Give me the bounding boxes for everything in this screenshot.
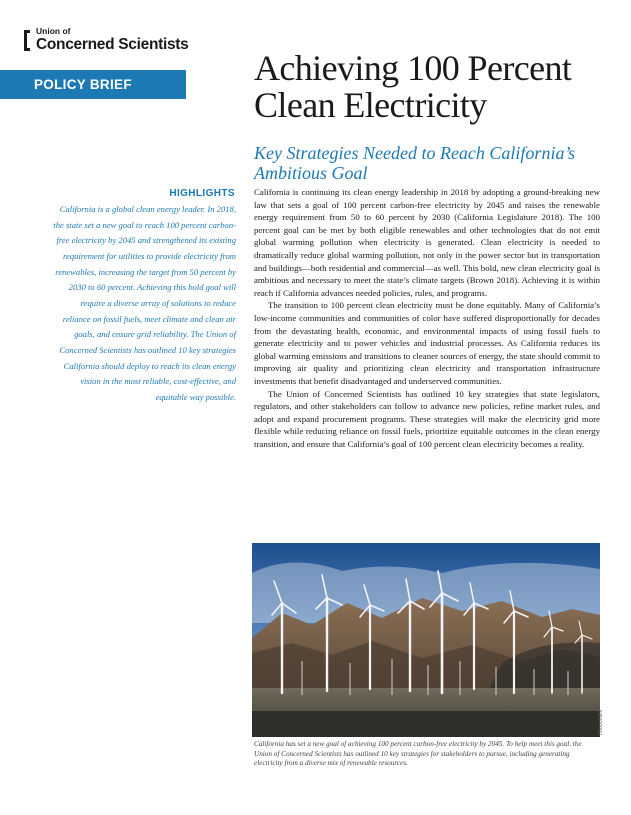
body-paragraph-2: The transition to 100 percent clean electricity must be done equitably. Many of California’s low-income communities and communities of color have suffered disproportionally for decades from the devastating health, economic, and environmental impacts of using fossil fuels to generate electricity and to power vehicles and industrial processes. As California reduces its global warming emissions and transitions to cleaner sources of energy, the state should commit to improving air quality and prioritizing clean electricity and transportation infrastructure investments that benefit disadvantaged and underserved communities. <box>254 300 600 386</box>
page-subtitle: Key Strategies Needed to Reach California’s Ambitious Goal <box>254 143 576 183</box>
policy-brief-band <box>0 70 186 99</box>
page-title: Achieving 100 Percent Clean Electricity <box>254 48 572 125</box>
highlights-text: California is a global clean energy leader. In 2018, the state set a new goal to reach 100 percent carbon-free electricity by 2045 and strengthened its existing requirement for utilities to provide electricity from renewables, increasing the target from 50 percent by 2030 to 60 percent. Achieving this bold goal will require a diverse array of solutions to reduce reliance on fossil fuels, meet climate and clean air goals, and ensure grid reliability. The Union of Concerned Scientists has outlined 10 key strategies California should deploy to reach its clean energy vision in the most reliable, cost-effective, and equitable way possible. <box>53 204 236 402</box>
wind-turbines-image <box>252 543 600 737</box>
ucs-logo <box>22 27 202 53</box>
highlights-heading: HIGHLIGHTS <box>169 188 235 199</box>
body-paragraph-3: The Union of Concerned Scientists has outlined 10 key strategies that state legislators, regulators, and other stakeholders can follow to advance new policies, refine market rules, and adopt and expand procurement programs. These strategies will make the electricity grid more flexible while reducing reliance on fossil fuels, prioritize equitable outcomes in the clean energy transition, and ensure that California’s goal of 100 percent clean electricity becomes a reality. <box>254 388 600 449</box>
logo-line-2-text: Concerned Scientists <box>36 36 189 53</box>
photo-credit: iStock/kali9 <box>598 709 604 735</box>
policy-brief-label: POLICY BRIEF <box>34 77 132 92</box>
logo-line-2 <box>22 36 202 53</box>
wind-farm-photo <box>252 543 600 737</box>
logo-bracket-icon <box>24 30 30 51</box>
logo-line-1: Union of <box>36 26 71 36</box>
body-paragraph-1: California is continuing its clean energy leadership in 2018 by adopting a ground-breaking new law that sets a goal of 100 percent carbon-free electricity by 2045 and raises the renewable energy requirement from 50 to 60 percent by 2030 (California Legislature 2018). The 100 percent goal can be met by both eligible renewables and other technologies that do not emit global warming pollution when electricity is generated. Clean electricity is needed to dramatically reduce global warming pollution, not only in the power sector but in transportation and buildings—both residential and commercial—as well. This bold, new clean electricity goal is ambitious and necessary to meet the state’s climate targets (Brown 2018). Achieving it is within reach if California advances needed policies, rules, and programs. <box>254 187 600 298</box>
photo-caption: California has set a new goal of achieving 100 percent carbon-free electricity by 2045. To help meet this goal, the Union of Concerned Scientists has outlined 10 key strategies for stakeholders to pursue, including generating electricity from a diverse mix of renewable resources. <box>254 740 582 768</box>
body-text <box>254 186 600 450</box>
